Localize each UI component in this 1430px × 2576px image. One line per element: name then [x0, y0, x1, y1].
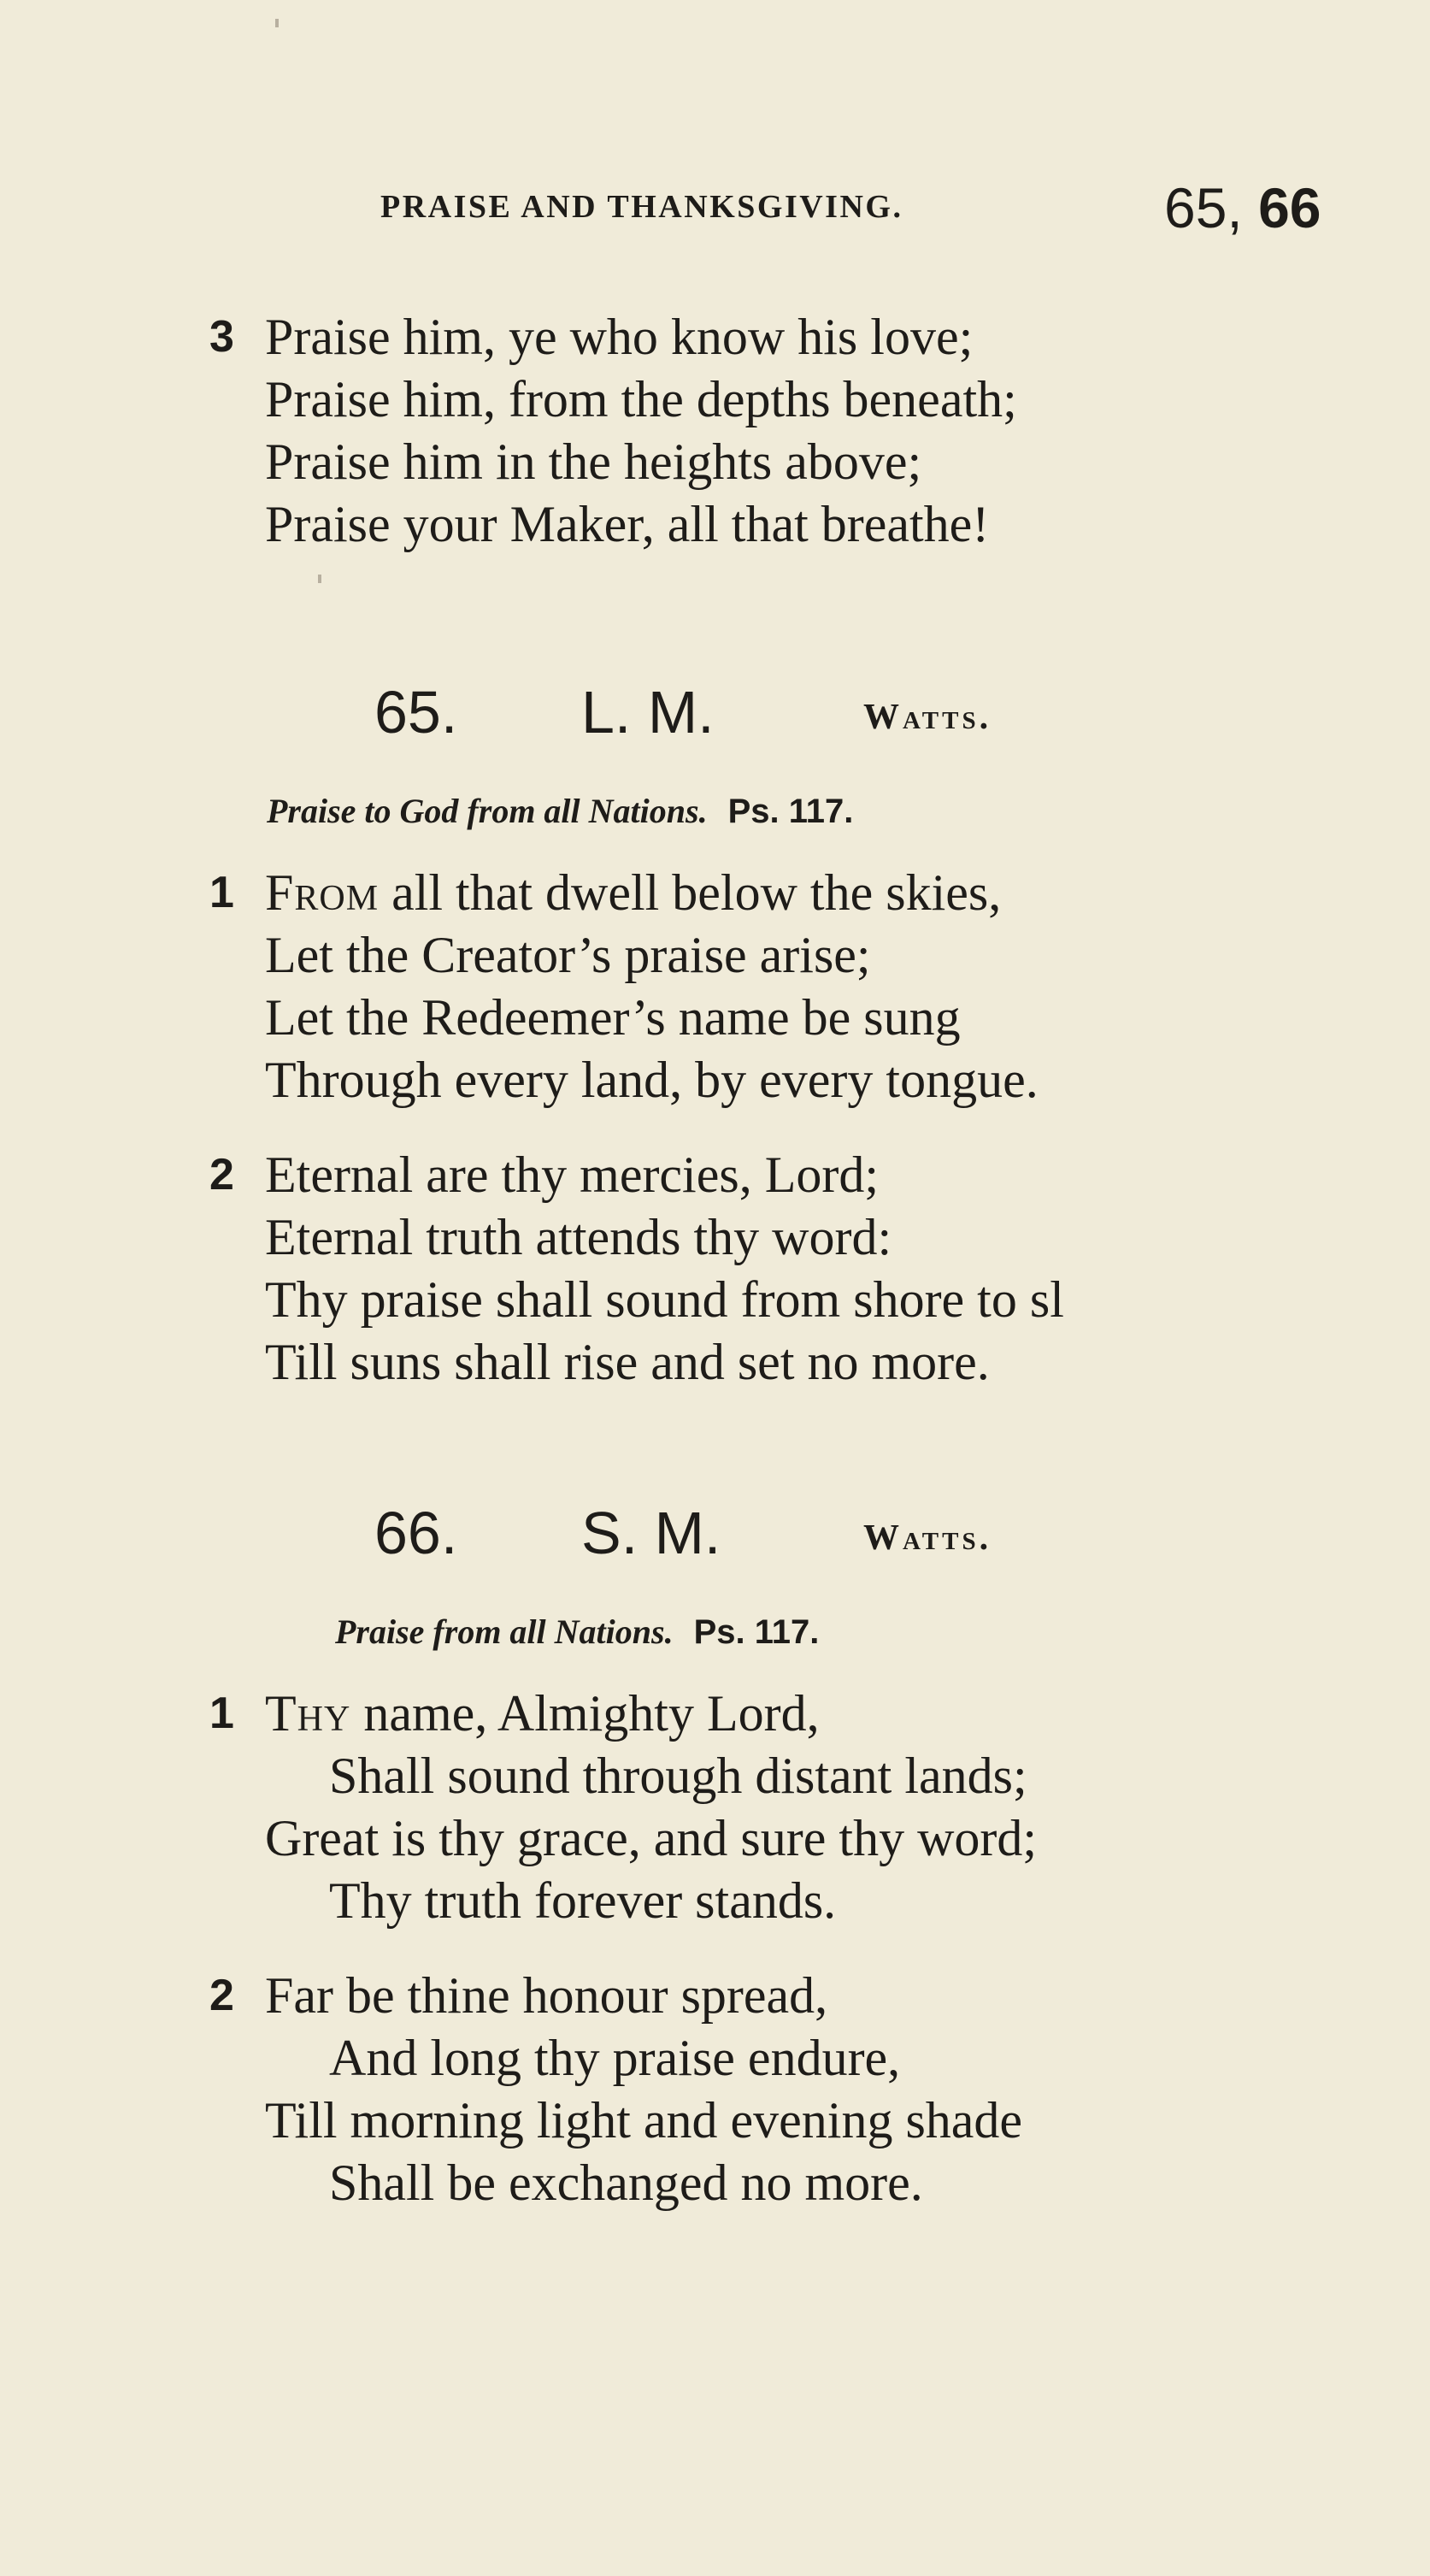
verse-line-text: Thy praise shall sound from shore to sl	[265, 1271, 1064, 1328]
verse-number: 3	[209, 312, 234, 362]
page-number-first: 65,	[1164, 176, 1243, 239]
verse-line-text: Praise him in the heights above;	[265, 433, 922, 490]
hymn-author: Watts.	[863, 1518, 992, 1558]
verse-line-text: Praise your Maker, all that breathe!	[265, 496, 990, 552]
ink-speck	[318, 575, 321, 583]
hymn-number: 66.	[374, 1500, 458, 1566]
hymn-66-heading	[0, 1499, 1430, 1584]
verse-line-text: Great is thy grace, and sure thy word;	[265, 1810, 1038, 1866]
ink-speck	[275, 19, 279, 27]
verse-line-text: Thy truth forever stands.	[329, 1872, 837, 1929]
verse-line-text: Through every land, by every tongue.	[265, 1052, 1039, 1108]
verse-line-text: Till morning light and evening shade	[265, 2092, 1023, 2149]
hymn-subtitle: Praise to God from all Nations.	[267, 792, 708, 830]
hymn-65-heading	[0, 678, 1430, 763]
verse-number: 1	[209, 1689, 234, 1738]
psalm-reference: Ps. 117.	[693, 1613, 820, 1651]
verse-number: 1	[209, 868, 234, 917]
verse-line-text	[265, 862, 1001, 924]
hymn-66-subtitle	[335, 1612, 819, 1652]
verse-line-text: And long thy praise endure,	[329, 2030, 901, 2086]
verse-line-text: Till suns shall rise and set no more.	[265, 1334, 990, 1390]
verse-line-text: Shall sound through distant lands;	[329, 1748, 1027, 1804]
verse-line-text: Shall be exchanged no more.	[329, 2155, 923, 2211]
verse-line-text: Far be thine honour spread,	[265, 1967, 828, 2024]
hymn-subtitle: Praise from all Nations.	[335, 1612, 674, 1651]
hymn-meter: L. M.	[581, 679, 715, 746]
verse-line-text: Eternal are thy mercies, Lord;	[265, 1147, 880, 1203]
psalm-reference: Ps. 117.	[727, 793, 854, 830]
running-head: PRAISE AND THANKSGIVING.	[380, 189, 903, 225]
hymn-author: Watts.	[863, 698, 992, 737]
hymn-meter: S. M.	[581, 1500, 721, 1566]
verse-line-text: Eternal truth attends thy word:	[265, 1209, 892, 1265]
verse-line-text: Praise him, from the depths beneath;	[265, 371, 1017, 427]
hymn-number: 65.	[374, 679, 458, 746]
verse-line-text: Praise him, ye who know his love;	[265, 309, 974, 365]
hymn-65-subtitle	[267, 791, 853, 831]
verse-number: 2	[209, 1971, 234, 2020]
verse-line-text: Let the Redeemer’s name be sung	[265, 989, 961, 1046]
first-line-rest: all that dwell below the skies,	[379, 864, 1002, 921]
page-numbers	[1164, 175, 1321, 240]
first-word: From	[265, 864, 380, 921]
verse-line-text: Let the Creator’s praise arise;	[265, 927, 871, 983]
first-line-rest: name, Almighty Lord,	[350, 1685, 820, 1742]
verse-number: 2	[209, 1150, 234, 1200]
page-number-second: 66	[1258, 176, 1321, 239]
first-word: Thy	[265, 1685, 351, 1742]
verse-line-text	[265, 1683, 820, 1745]
